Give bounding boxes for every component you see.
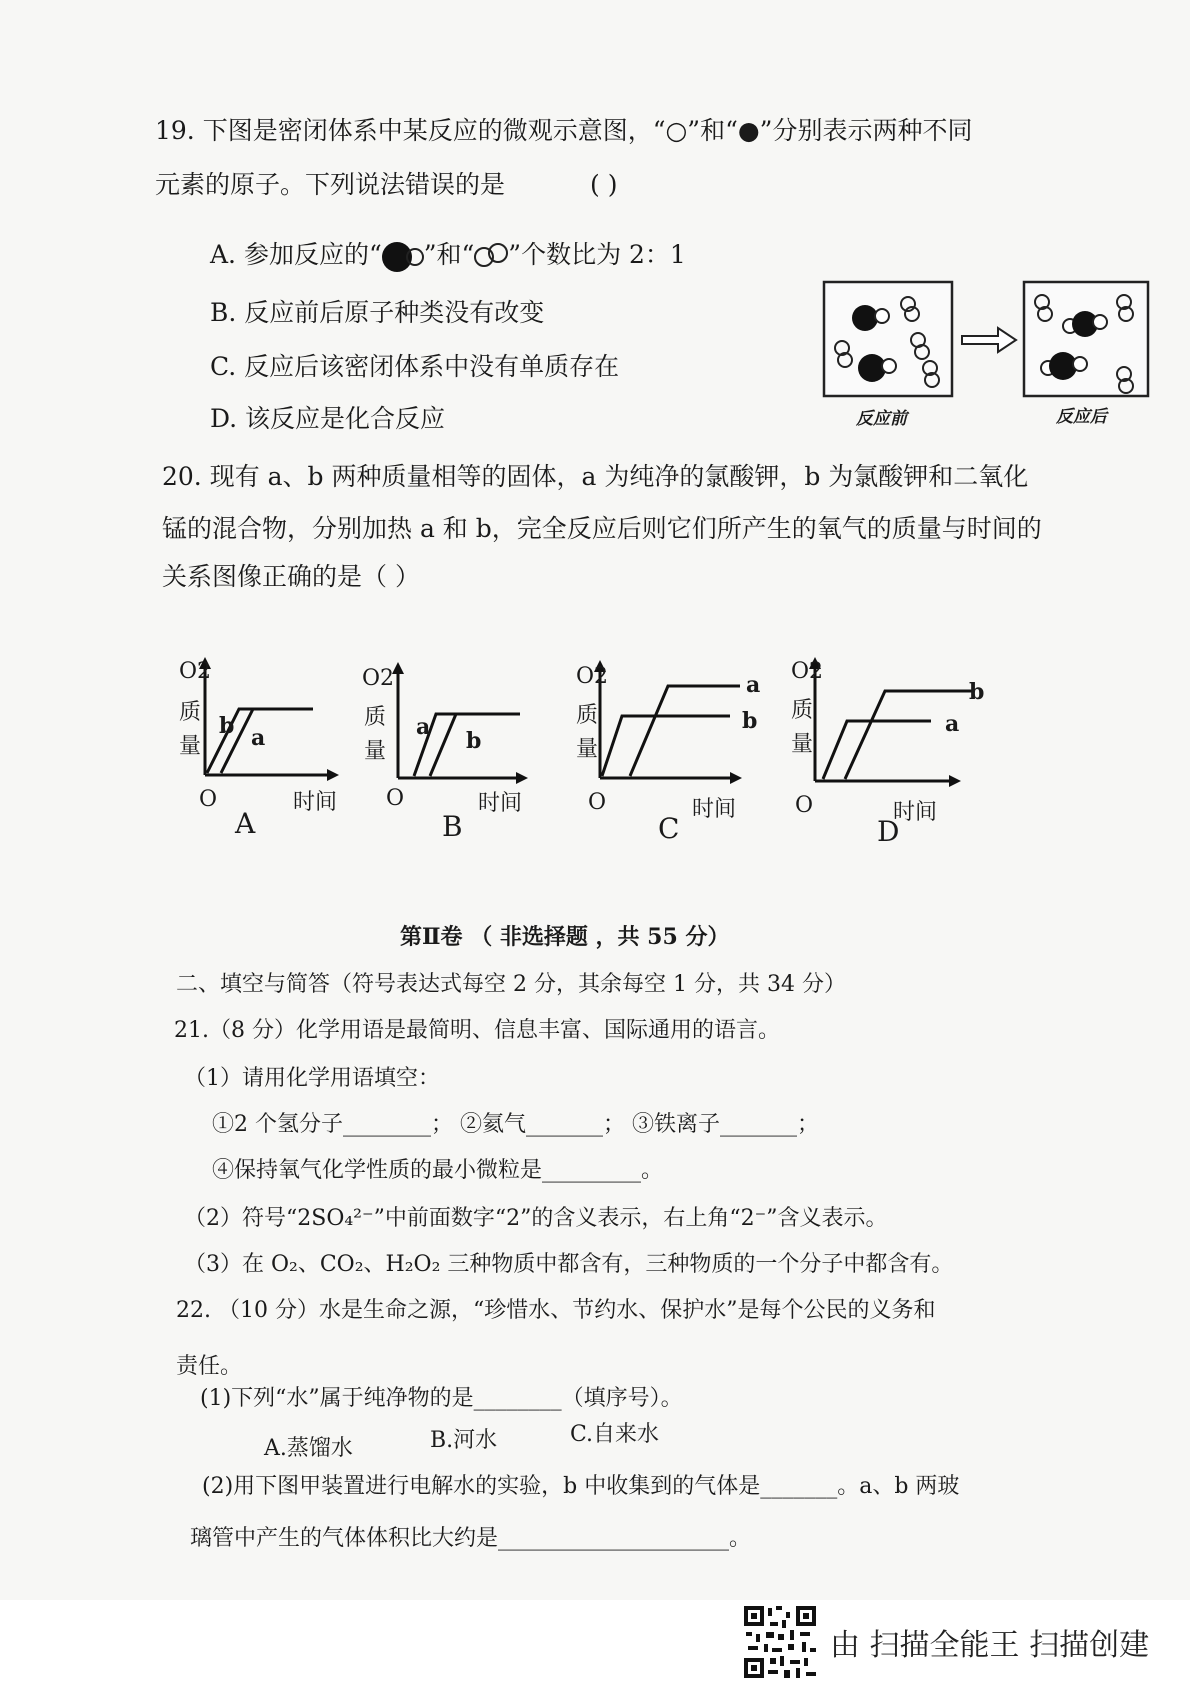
- graph-d-curve-label-2: a: [945, 711, 960, 737]
- scanner-credit: 由 扫描全能王 扫描创建: [830, 1628, 1150, 1663]
- after-caption: 反应后: [1056, 407, 1107, 427]
- q19-option-a-mid: ”和“: [423, 240, 475, 269]
- graph-a-y-o2: O2: [179, 659, 212, 684]
- q19-option-a-post: ”个数比为 2：1: [508, 240, 686, 269]
- q22-opt-b: B.河水: [430, 1428, 498, 1453]
- graph-d-letter: D: [877, 815, 900, 848]
- q21-sub2: （2）符号“2SO₄²⁻”中前面数字“2”的含义表示，右上角“2⁻”含义表示。: [184, 1206, 888, 1231]
- graph-a-curve-label-1: b: [219, 713, 235, 739]
- q19-line2: 元素的原子。下列说法错误的是: [155, 170, 506, 199]
- graph-a: [175, 655, 345, 845]
- q19-option-a-pre: A. 参加反应的“: [210, 240, 382, 269]
- graph-a-x-label: 时间: [293, 790, 338, 815]
- graph-c-origin: O: [588, 790, 607, 815]
- graph-d-origin: O: [795, 793, 814, 818]
- q22-opt-a: A.蒸馏水: [264, 1436, 353, 1461]
- graph-a-letter: A: [235, 807, 256, 840]
- q21-item4: ④保持氧气化学性质的最小微粒是_________。: [212, 1158, 664, 1183]
- section2-title: 第Ⅱ卷 （ 非选择题 ，共 55 分）: [400, 924, 730, 950]
- q22-sub2b: 璃管中产生的气体体积比大约是_____________________。: [190, 1526, 752, 1551]
- graph-a-y-liang: 量: [179, 734, 202, 759]
- q19-line1: 19. 下图是密闭体系中某反应的微观示意图，“○”和“●”分别表示两种不同: [155, 116, 973, 145]
- reaction-arrow: [962, 328, 1016, 352]
- q19-paren: ( ): [590, 170, 618, 199]
- graph-c: [570, 658, 770, 853]
- graph-d-x-label: 时间: [893, 800, 938, 825]
- graph-b-curve-label-1: a: [416, 714, 431, 740]
- graph-a-y-zhi: 质: [179, 700, 202, 725]
- qr-code-icon[interactable]: [742, 1604, 818, 1680]
- graph-a-curve-label-2: a: [251, 725, 266, 751]
- graph-d-curve-label-1: b: [969, 679, 985, 705]
- q19-option-c: C. 反应后该密闭体系中没有单质存在: [210, 352, 620, 381]
- q19-option-d: D. 该反应是化合反应: [210, 404, 446, 433]
- graph-d-y-o2: O2: [791, 659, 824, 684]
- q22-line2: 责任。: [176, 1354, 243, 1379]
- graph-b-origin: O: [386, 786, 405, 811]
- graph-c-y-liang: 量: [576, 737, 599, 762]
- q22-sub2a: (2)用下图甲装置进行电解水的实验，b 中收集到的气体是_______。a、b 两玻: [202, 1474, 960, 1499]
- graph-d-y-zhi: 质: [791, 698, 814, 723]
- graph-c-letter: C: [658, 812, 680, 845]
- graph-b-curve-label-2: b: [466, 728, 482, 754]
- dark-light-molecule-icon: [382, 242, 424, 272]
- q22-line1: 22. （10 分）水是生命之源，“珍惜水、节约水、保护水”是每个公民的义务和: [176, 1298, 936, 1323]
- q21-sub1: （1）请用化学用语填空：: [184, 1066, 440, 1091]
- graph-b-letter: B: [442, 810, 463, 843]
- q21-line1: 21.（8 分）化学用语是最简明、信息丰富、国际通用的语言。: [174, 1018, 780, 1043]
- q22-sub1: (1)下列“水”属于纯净物的是________（填序号）。: [200, 1386, 683, 1411]
- scanner-footer: [0, 1600, 1190, 1684]
- graph-b-x-label: 时间: [478, 791, 523, 816]
- graph-d: [775, 655, 990, 855]
- graph-c-y-zhi: 质: [576, 703, 599, 728]
- graph-b-y-o2: O2: [362, 666, 395, 691]
- graph-d-y-liang: 量: [791, 732, 814, 757]
- q22-opt-c: C.自来水: [570, 1422, 660, 1447]
- graph-b-y-zhi: 质: [364, 705, 387, 730]
- before-box: [824, 282, 952, 396]
- graph-c-curve-label-2: b: [742, 708, 758, 734]
- q20-line1: 20. 现有 a、b 两种质量相等的固体，a 为纯净的氯酸钾，b 为氯酸钾和二氧化: [162, 462, 1029, 491]
- light-light-molecule-icon: [474, 247, 508, 267]
- graph-b: [360, 660, 535, 850]
- graph-c-x-label: 时间: [692, 797, 737, 822]
- q19-option-b: B. 反应前后原子种类没有改变: [210, 298, 545, 327]
- section2-heading: 二、填空与简答（符号表达式每空 2 分，其余每空 1 分，共 34 分）: [176, 972, 846, 997]
- graph-b-y-liang: 量: [364, 739, 387, 764]
- graph-a-origin: O: [199, 787, 218, 812]
- q21-items: ①2 个氢分子________； ②氦气_______； ③铁离子_______；: [212, 1112, 819, 1137]
- before-caption: 反应前: [856, 409, 907, 429]
- q20-line3: 关系图像正确的是（ ）: [162, 562, 420, 591]
- q19-option-a: [210, 240, 686, 272]
- graph-c-y-o2: O2: [576, 664, 609, 689]
- q21-sub3: （3）在 O₂、CO₂、H₂O₂ 三种物质中都含有，三种物质的一个分子中都含有。: [184, 1252, 954, 1277]
- graph-c-curve-label-1: a: [746, 672, 761, 698]
- q20-line2: 锰的混合物，分别加热 a 和 b，完全反应后则它们所产生的氧气的质量与时间的: [162, 514, 1042, 543]
